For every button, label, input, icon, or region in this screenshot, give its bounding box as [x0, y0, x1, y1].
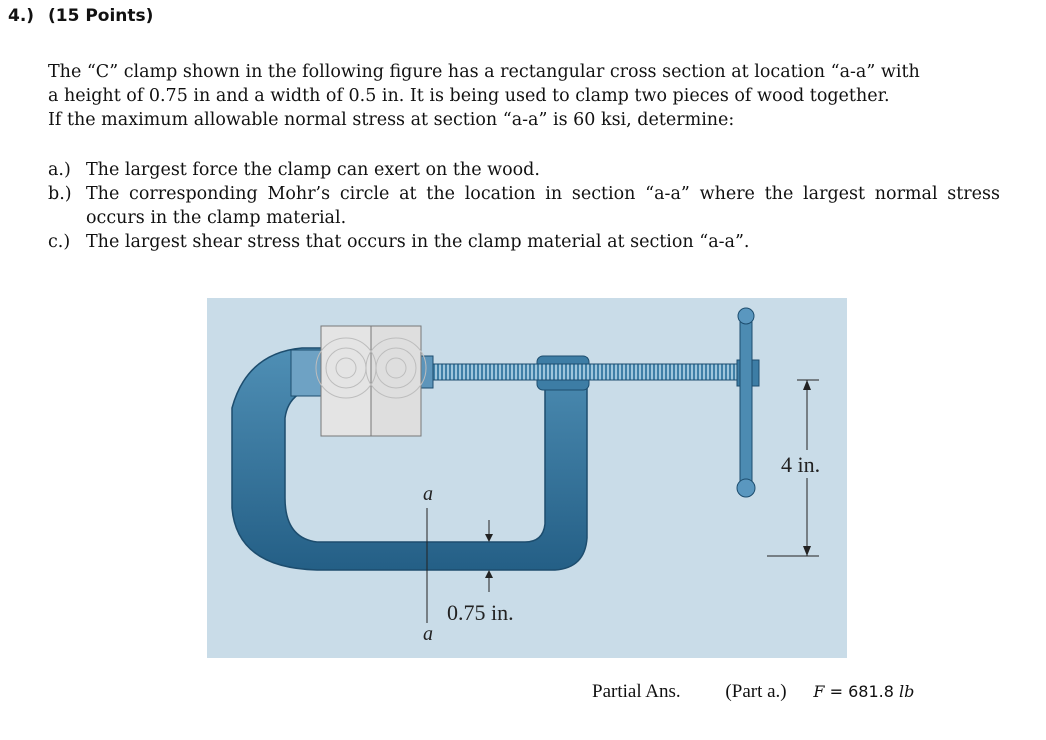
question-parts — [48, 158, 1000, 254]
height-dimension: 0.75 in. — [447, 600, 514, 625]
part-c-text: The largest shear stress that occurs in the clamp material at section “a-a”. — [86, 232, 750, 252]
intro-line-2: a height of 0.75 in and a width of 0.5 in. It is being used to clamp two pieces of wood together. — [48, 86, 890, 106]
answer-equals: = — [829, 682, 843, 701]
part-c-label: c.) — [48, 232, 71, 252]
length-dimension: 4 in. — [781, 452, 821, 477]
part-b-label: b.) — [48, 184, 72, 204]
c-clamp-figure — [207, 298, 847, 658]
section-label-top: a — [423, 483, 433, 505]
answer-label: Partial Ans. — [592, 681, 681, 702]
problem-number: 4.) — [8, 6, 35, 26]
part-b-text: The corresponding Mohr’s circle at the location in section “a-a” where the largest normal stress occurs in the clamp material. — [86, 184, 1000, 228]
wood-blocks — [316, 326, 426, 436]
intro-line-3: If the maximum allowable normal stress at section “a-a” is 60 ksi, determine: — [48, 110, 735, 130]
part-a-label: a.) — [48, 160, 71, 180]
problem-statement — [48, 60, 1000, 132]
intro-line-1: The “C” clamp shown in the following figure has a rectangular cross section at location “a-a” with — [48, 62, 920, 82]
t-handle-bar — [740, 316, 752, 486]
answer-unit: lb — [898, 682, 915, 701]
part-a — [48, 158, 1000, 182]
clamp-screw — [431, 364, 753, 380]
problem-heading — [8, 6, 161, 26]
t-handle-knob-top — [738, 308, 754, 324]
answer-value: 681.8 — [848, 682, 894, 701]
section-label-bottom: a — [423, 623, 433, 645]
partial-answer — [592, 681, 914, 703]
t-handle-knob-bottom — [737, 479, 755, 497]
part-b — [48, 182, 1000, 230]
problem-points: (15 Points) — [47, 6, 154, 26]
answer-variable: F — [813, 682, 825, 701]
answer-equation — [813, 682, 914, 701]
part-a-text: The largest force the clamp can exert on the wood. — [86, 160, 540, 180]
answer-part: (Part a.) — [725, 681, 787, 702]
part-c — [48, 230, 1000, 254]
